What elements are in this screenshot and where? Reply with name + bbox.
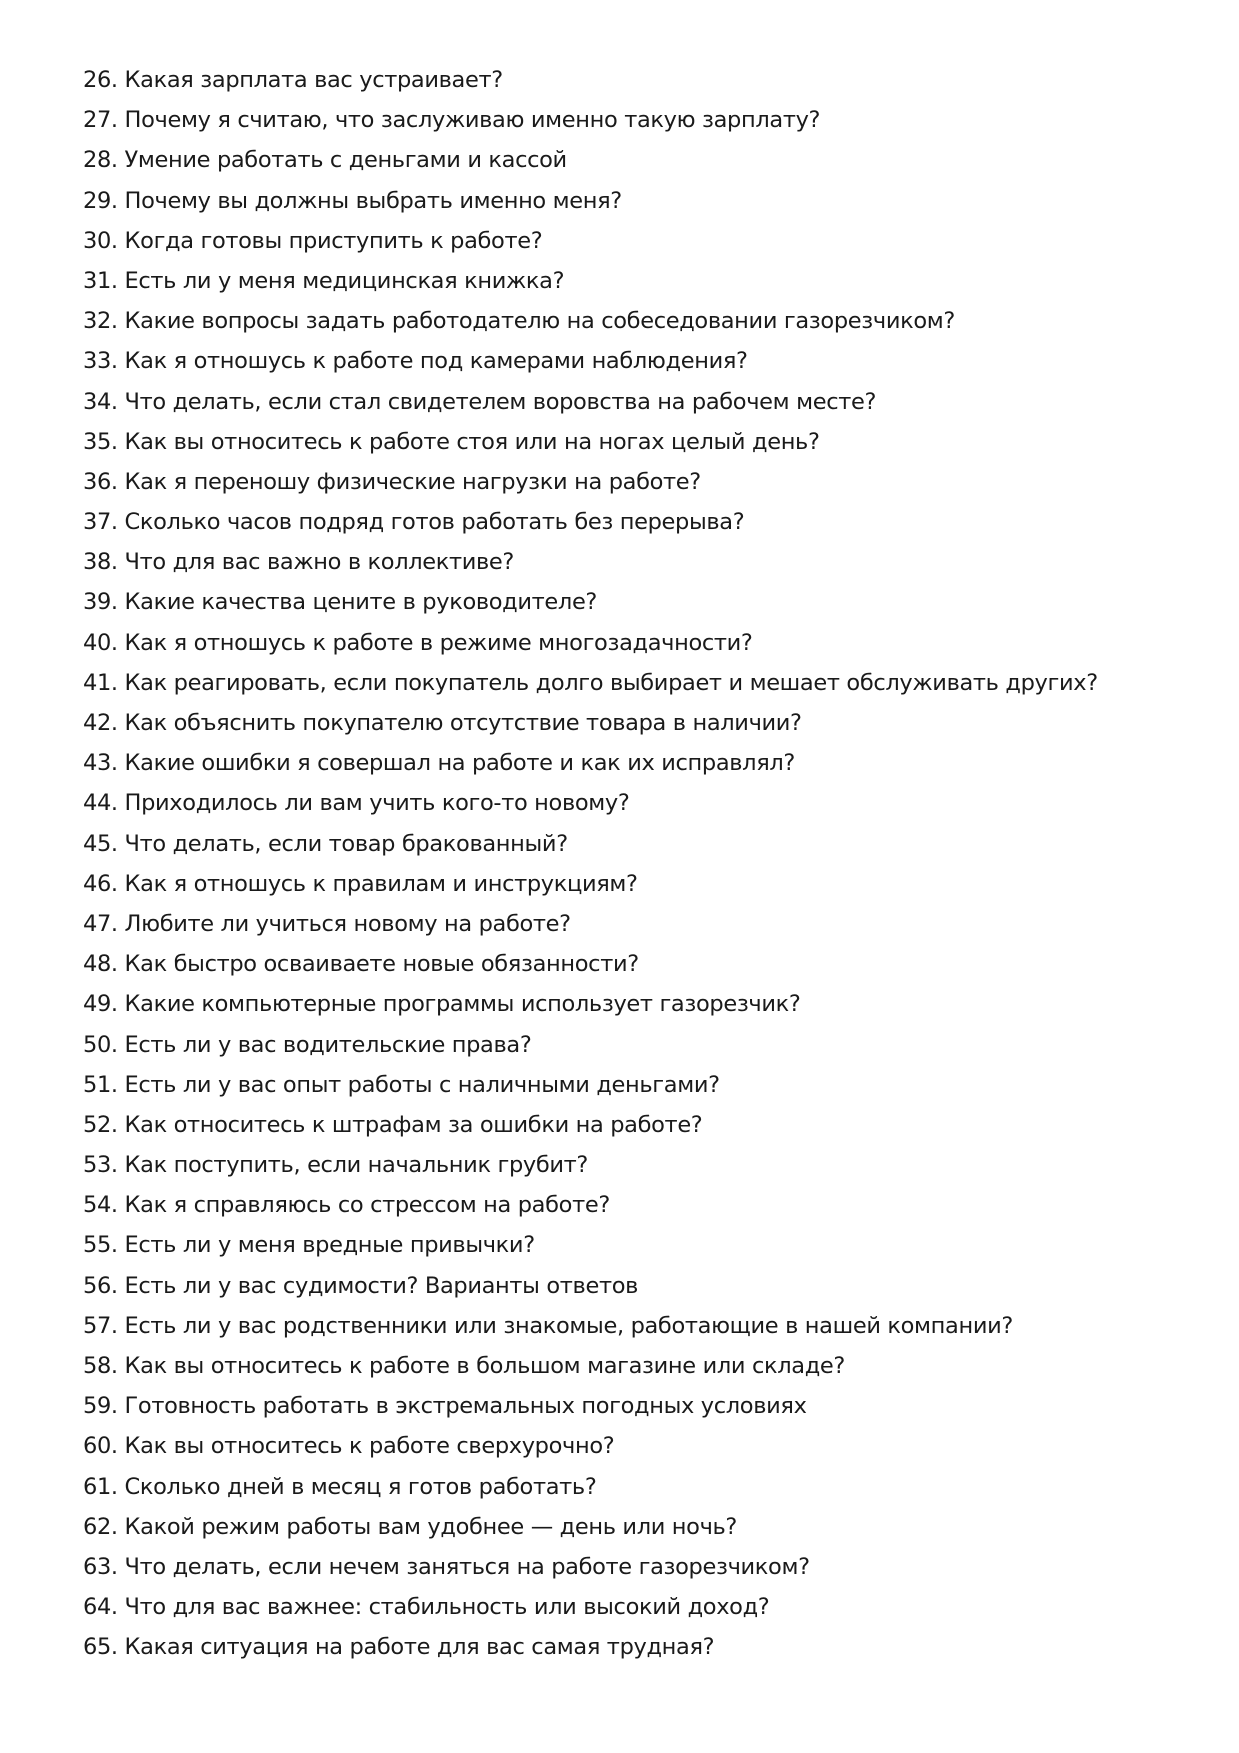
question-item: 58. Как вы относитесь к работе в большом магазине или складе? bbox=[83, 1353, 845, 1379]
question-item: 55. Есть ли у меня вредные привычки? bbox=[83, 1232, 535, 1259]
question-item: 34. Что делать, если стал свидетелем воровства на рабочем месте? bbox=[83, 388, 877, 415]
question-item: 50. Есть ли у вас водительские права? bbox=[83, 1031, 532, 1058]
question-item: 62. Какой режим работы вам удобнее — день или ночь? bbox=[83, 1513, 738, 1540]
question-item: 51. Есть ли у вас опыт работы с наличными деньгами? bbox=[83, 1071, 720, 1098]
question-list bbox=[83, 60, 1183, 1668]
question-item: 29. Почему вы должны выбрать именно меня? bbox=[83, 187, 622, 214]
question-item: 61. Сколько дней в месяц я готов работать? bbox=[83, 1473, 597, 1500]
question-item: 49. Какие компьютерные программы использует газорезчик? bbox=[83, 991, 801, 1018]
question-item: 39. Какие качества цените в руководителе? bbox=[83, 589, 598, 616]
question-item: 41. Как реагировать, если покупатель долго выбирает и мешает обслуживать других? bbox=[83, 669, 1098, 696]
question-item: 44. Приходилось ли вам учить кого-то новому? bbox=[83, 790, 630, 817]
question-item: 63. Что делать, если нечем заняться на работе газорезчиком? bbox=[83, 1553, 810, 1580]
question-item: 56. Есть ли у вас судимости? Варианты ответов bbox=[83, 1272, 639, 1299]
question-item: 59. Готовность работать в экстремальных погодных условиях bbox=[83, 1393, 807, 1420]
question-item: 45. Что делать, если товар бракованный? bbox=[83, 830, 568, 857]
question-item: 38. Что для вас важно в коллективе? bbox=[83, 549, 515, 576]
question-item: 48. Как быстро осваиваете новые обязанности? bbox=[83, 951, 639, 978]
question-item: 27. Почему я считаю, что заслуживаю именно такую зарплату? bbox=[83, 107, 821, 134]
question-item: 37. Сколько часов подряд готов работать без перерыва? bbox=[83, 509, 745, 536]
question-item: 28. Умение работать с деньгами и кассой bbox=[83, 147, 567, 174]
question-item: 30. Когда готовы приступить к работе? bbox=[83, 227, 543, 254]
question-item: 60. Как вы относитесь к работе сверхурочно? bbox=[83, 1433, 615, 1460]
question-item: 53. Как поступить, если начальник грубит? bbox=[83, 1152, 588, 1179]
question-item: 42. Как объяснить покупателю отсутствие товара в наличии? bbox=[83, 710, 802, 736]
question-item: 32. Какие вопросы задать работодателю на собеседовании газорезчиком? bbox=[83, 308, 955, 335]
question-item: 64. Что для вас важнее: стабильность или высокий доход? bbox=[83, 1594, 770, 1621]
question-item: 26. Какая зарплата вас устраивает? bbox=[83, 67, 503, 93]
question-item: 46. Как я отношусь к правилам и инструкциям? bbox=[83, 870, 638, 897]
question-item: 57. Есть ли у вас родственники или знакомые, работающие в нашей компании? bbox=[83, 1312, 1013, 1339]
question-item: 35. Как вы относитесь к работе стоя или на ногах целый день? bbox=[83, 428, 820, 455]
question-item: 40. Как я отношусь к работе в режиме многозадачности? bbox=[83, 629, 753, 656]
question-item: 31. Есть ли у меня медицинская книжка? bbox=[83, 267, 565, 294]
question-item: 43. Какие ошибки я совершал на работе и как их исправлял? bbox=[83, 750, 796, 777]
question-item: 33. Как я отношусь к работе под камерами наблюдения? bbox=[83, 348, 748, 375]
question-item: 47. Любите ли учиться новому на работе? bbox=[83, 910, 571, 937]
question-item: 65. Какая ситуация на работе для вас самая трудная? bbox=[83, 1634, 715, 1661]
question-item: 36. Как я переношу физические нагрузки на работе? bbox=[83, 468, 701, 495]
question-item: 54. Как я справляюсь со стрессом на работе? bbox=[83, 1192, 610, 1219]
question-item: 52. Как относитесь к штрафам за ошибки на работе? bbox=[83, 1111, 703, 1138]
